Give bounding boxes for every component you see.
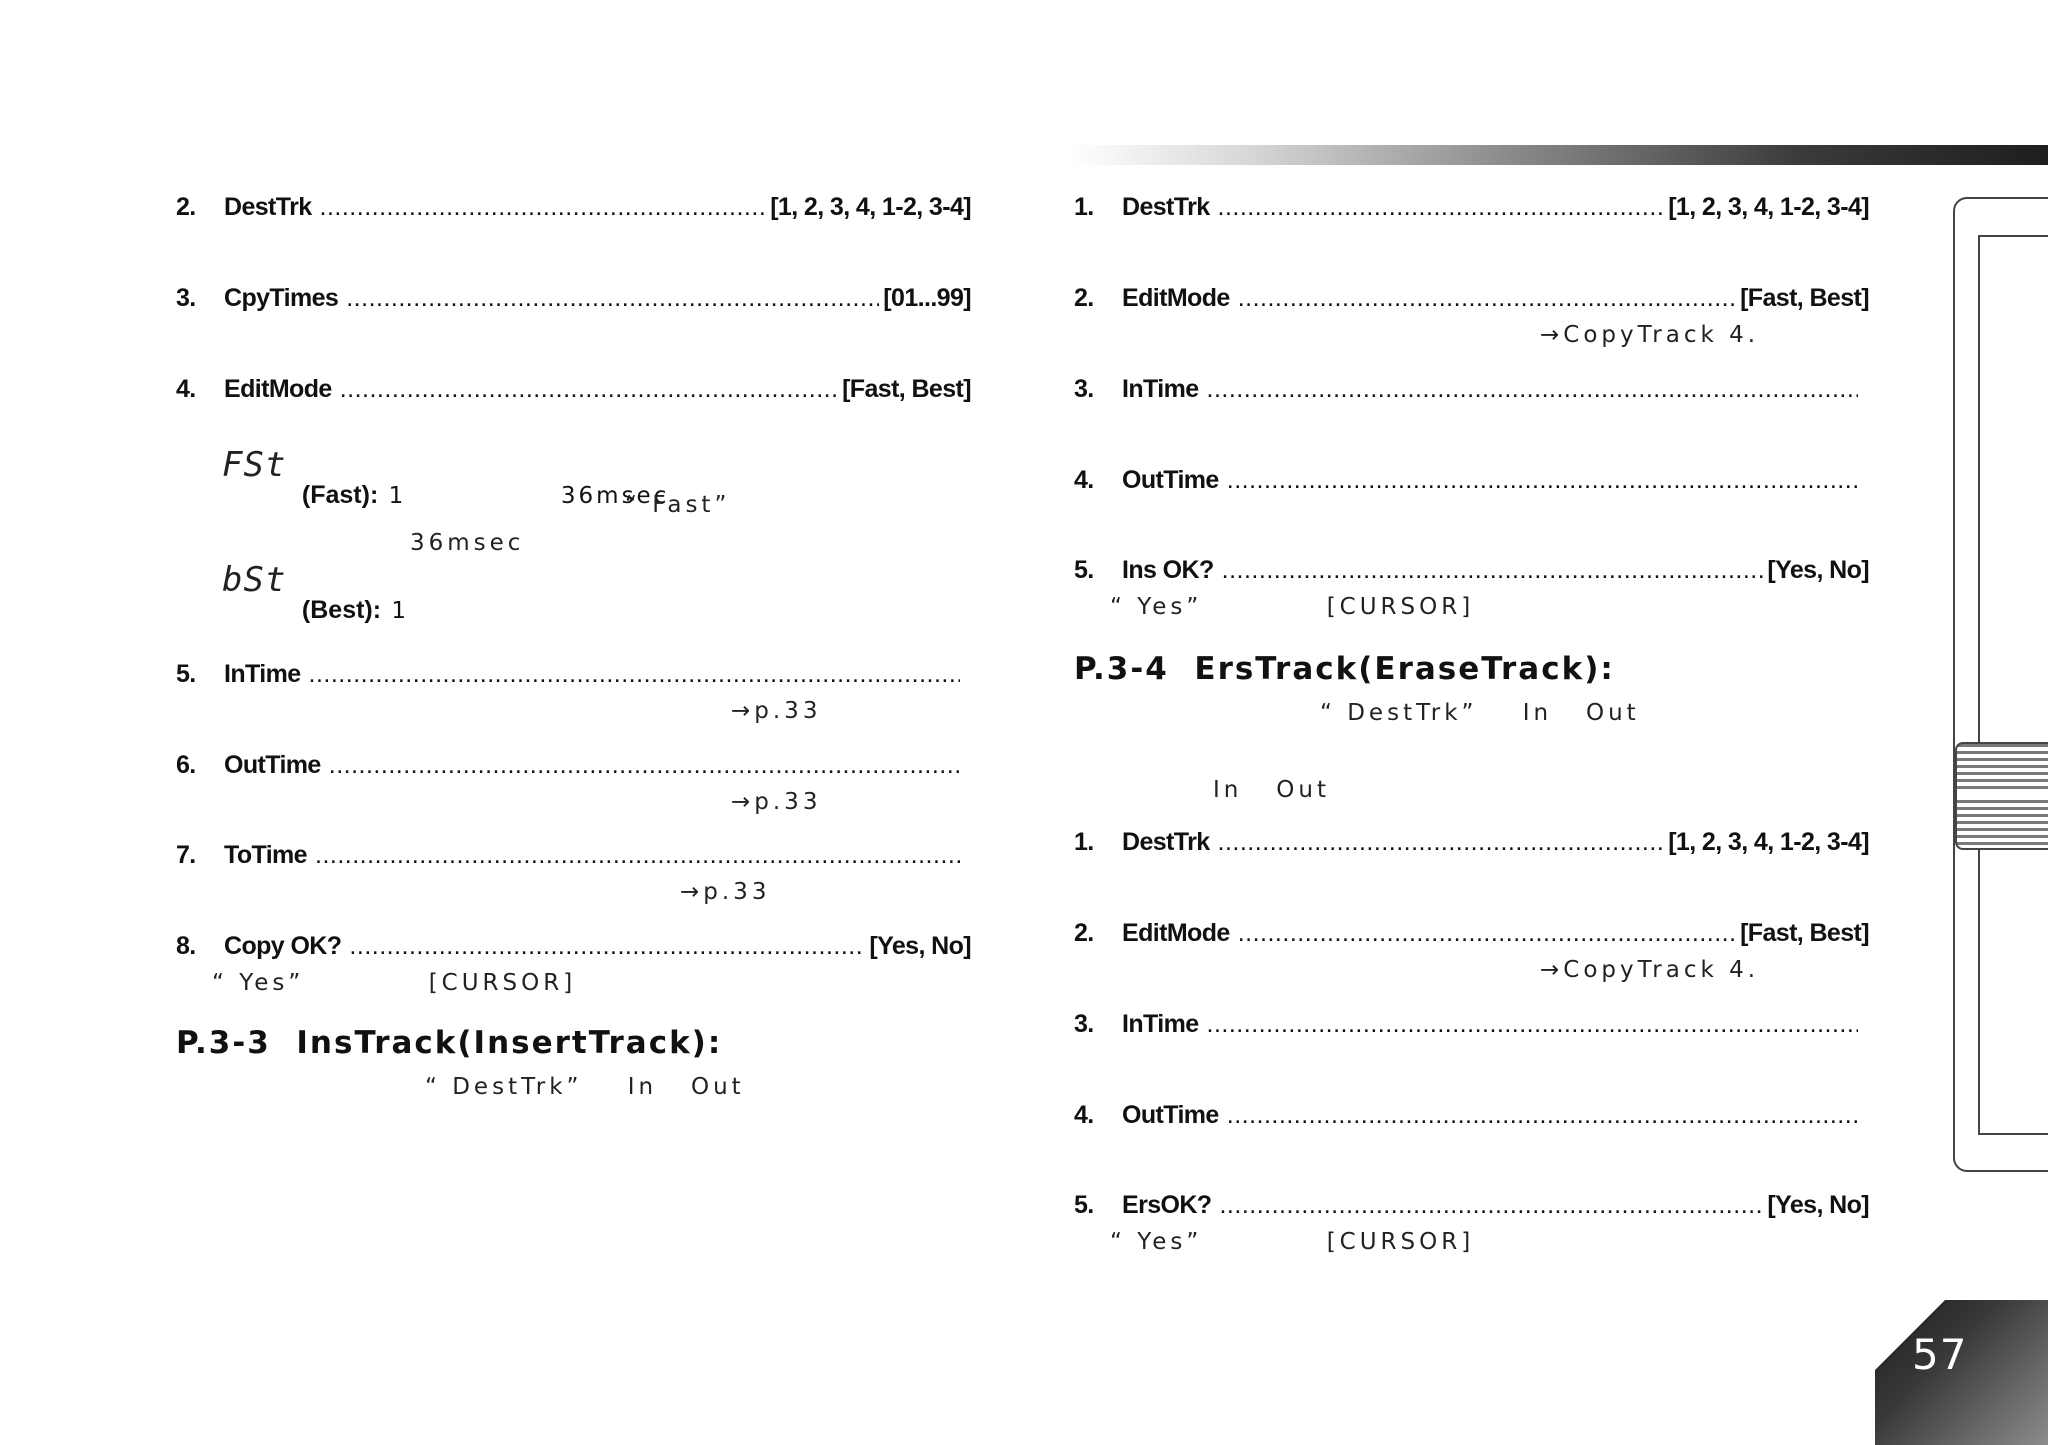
page-number: 57: [1912, 1330, 1968, 1379]
dot-leader: [1207, 1010, 1858, 1039]
fast-msec: 36msec: [410, 530, 525, 556]
ins-editmode-ref: →CopyTrack 4.: [1540, 322, 1760, 348]
lcd-bst-icon: bSt: [222, 560, 287, 600]
ins-param-desttrk: 1. DestTrk ..... [1, 2, 3, 4, 1-2, 3-4]: [1074, 193, 1869, 222]
dot-leader: [1227, 1101, 1858, 1130]
fast-mode-note: (Fast): 1 36msec: [301, 481, 670, 509]
dot-leader: [320, 193, 767, 222]
param-intime: 5. InTime .....: [176, 660, 964, 689]
dot-leader: [349, 932, 865, 961]
ins-param-outtime: 4. OutTime .....: [1074, 466, 1862, 495]
best-mode-note: (Best): 1: [301, 596, 410, 624]
lcd-fst-icon: FSt: [222, 445, 287, 485]
outtime-page-ref: →p.33: [731, 789, 822, 815]
erstrack-note-2: In Out: [1213, 777, 1330, 803]
dot-leader: [1227, 466, 1858, 495]
dot-leader: [315, 841, 960, 870]
param-cpytimes: 3. CpyTimes ..... [01...99]: [176, 284, 971, 313]
ins-param-intime: 3. InTime .....: [1074, 375, 1862, 404]
dot-leader: [1238, 919, 1736, 948]
header-gradient-bar: [1070, 145, 2048, 165]
ers-param-ers-ok: 5. ErsOK? ..... [Yes, No]: [1074, 1191, 1869, 1220]
dot-leader: [309, 660, 960, 689]
chapter-tab-grip-gap: [1957, 789, 2048, 798]
dot-leader: [1218, 828, 1665, 857]
param-editmode: 4. EditMode ..... [Fast, Best]: [176, 375, 971, 404]
totime-page-ref: →p.33: [680, 879, 771, 905]
chapter-tab-inner-frame: [1978, 235, 2048, 1135]
dot-leader: [329, 751, 960, 780]
dot-leader: [1222, 556, 1764, 585]
erstrack-note-1: “ DestTrk” In Out: [1320, 700, 1640, 726]
param-copy-ok: 8. Copy OK? ..... [Yes, No]: [176, 932, 971, 961]
ers-ok-note: “ Yes” [CURSOR]: [1110, 1229, 1475, 1255]
ers-param-outtime: 4. OutTime .....: [1074, 1101, 1862, 1130]
dot-leader: [1218, 193, 1665, 222]
fast-quote: “ Fast”: [625, 492, 731, 518]
intime-page-ref: →p.33: [731, 698, 822, 724]
param-totime: 7. ToTime .....: [176, 841, 964, 870]
ins-param-editmode: 2. EditMode ..... [Fast, Best]: [1074, 284, 1869, 313]
ers-param-desttrk: 1. DestTrk ..... [1, 2, 3, 4, 1-2, 3-4]: [1074, 828, 1869, 857]
dot-leader: [1238, 284, 1736, 313]
copy-ok-note: “ Yes” [CURSOR]: [212, 970, 577, 996]
section-heading-instrack: P.3-3 InsTrack(InsertTrack):: [176, 1025, 723, 1061]
ins-ok-note: “ Yes” [CURSOR]: [1110, 594, 1475, 620]
section-heading-erstrack: P.3-4 ErsTrack(EraseTrack):: [1074, 651, 1615, 687]
ers-param-editmode: 2. EditMode ..... [Fast, Best]: [1074, 919, 1869, 948]
param-desttrk: 2. DestTrk ..... [1, 2, 3, 4, 1-2, 3-4]: [176, 193, 971, 222]
dot-leader: [346, 284, 879, 313]
dot-leader: [1219, 1191, 1763, 1220]
dot-leader: [1207, 375, 1858, 404]
ers-editmode-ref: →CopyTrack 4.: [1540, 957, 1760, 983]
param-outtime: 6. OutTime .....: [176, 751, 964, 780]
dot-leader: [340, 375, 838, 404]
ers-param-intime: 3. InTime .....: [1074, 1010, 1862, 1039]
ins-param-ins-ok: 5. Ins OK? ..... [Yes, No]: [1074, 556, 1869, 585]
instrack-note: “ DestTrk” In Out: [425, 1074, 745, 1100]
